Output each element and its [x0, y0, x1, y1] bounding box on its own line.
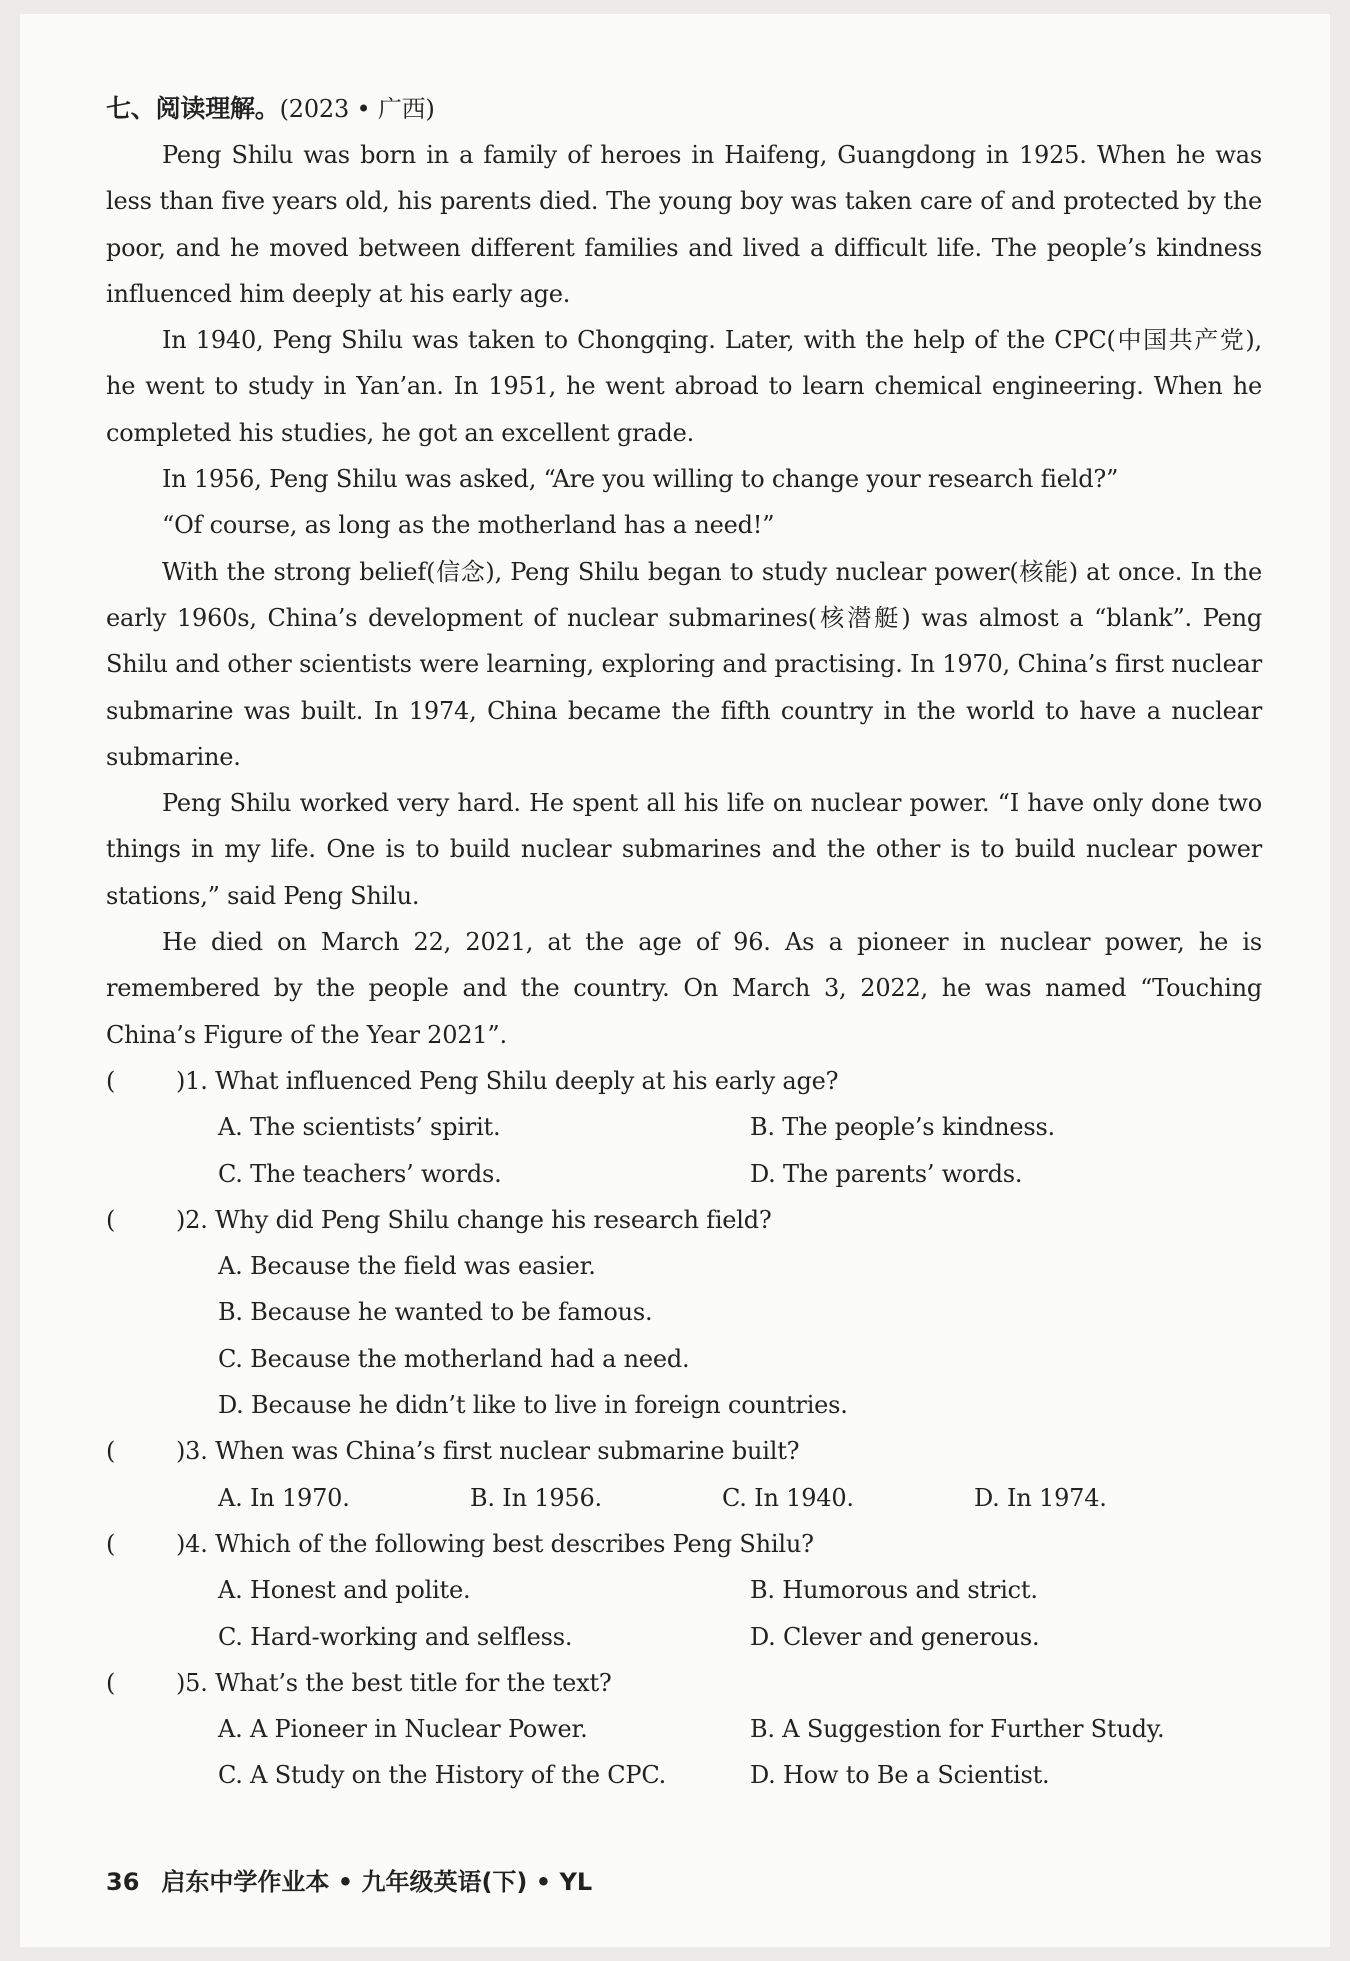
page-footer [106, 1862, 592, 1897]
question-4-text: )4. Which of the following best describes Peng Shilu? [176, 1529, 814, 1558]
q1-option-a: A. The scientists’ spirit. [218, 1113, 501, 1142]
question-3-options-row [106, 1475, 1262, 1521]
q4-option-d: D. Clever and generous. [750, 1622, 1040, 1651]
q3-option-c: C. In 1940. [722, 1483, 854, 1512]
q3-option-b: B. In 1956. [470, 1483, 602, 1512]
q1-option-c: C. The teachers’ words. [218, 1159, 502, 1188]
section-title: 七、阅读理解。 [106, 94, 280, 123]
q4-option-c: C. Hard-working and selfless. [218, 1622, 573, 1651]
passage-paragraph-4: “Of course, as long as the motherland has a need!” [162, 511, 775, 540]
question-1 [106, 1058, 1262, 1104]
question-4 [106, 1521, 1262, 1567]
answer-blank-2[interactable]: ( [106, 1205, 116, 1234]
q3-option-d: D. In 1974. [974, 1483, 1107, 1512]
question-2 [106, 1197, 1262, 1243]
passage-paragraph-2: In 1940, Peng Shilu was taken to Chongqing. Later, with the help of the CPC(中国共产党), he went to study in Yan’an. In 1951, he went abroad to learn chemical engineering. When he completed his studies, he got an excellent grade. [106, 326, 1262, 447]
q5-option-c: C. A Study on the History of the CPC. [218, 1761, 667, 1790]
passage-paragraph-6: Peng Shilu worked very hard. He spent all his life on nuclear power. “I have only done two things in my life. One is to build nuclear submarines and the other is to build nuclear power stations,” said Peng Shilu. [106, 789, 1262, 910]
page-number: 36 [106, 1868, 140, 1896]
answer-blank-1[interactable]: ( [106, 1066, 116, 1095]
q2-option-d: D. Because he didn’t like to live in foreign countries. [218, 1391, 848, 1420]
question-3 [106, 1428, 1262, 1474]
question-5-options-row-2 [106, 1752, 1262, 1798]
question-1-options-row-1 [106, 1104, 1262, 1150]
q2-option-a: A. Because the field was easier. [218, 1252, 596, 1281]
q5-option-d: D. How to Be a Scientist. [750, 1761, 1050, 1790]
answer-blank-5[interactable]: ( [106, 1668, 116, 1697]
q3-option-a: A. In 1970. [218, 1483, 350, 1512]
q5-option-a: A. A Pioneer in Nuclear Power. [218, 1715, 588, 1744]
book-title: 启东中学作业本 • 九年级英语(下) • YL [161, 1868, 593, 1896]
question-2-text: )2. Why did Peng Shilu change his research field? [176, 1205, 772, 1234]
q4-option-b: B. Humorous and strict. [750, 1576, 1038, 1605]
question-5 [106, 1660, 1262, 1706]
section-heading [106, 86, 1262, 132]
passage-paragraph-3: In 1956, Peng Shilu was asked, “Are you willing to change your research field?” [162, 465, 1119, 494]
section-source: (2023 • 广西) [279, 95, 435, 123]
q1-option-b: B. The people’s kindness. [750, 1113, 1055, 1142]
question-5-options-row-1 [106, 1706, 1262, 1752]
exercise-content [106, 92, 1262, 1799]
answer-blank-3[interactable]: ( [106, 1437, 116, 1466]
question-1-options-row-2 [106, 1151, 1262, 1197]
question-3-text: )3. When was China’s first nuclear submarine built? [176, 1437, 800, 1466]
question-1-text: )1. What influenced Peng Shilu deeply at his early age? [176, 1066, 839, 1095]
question-4-options-row-1 [106, 1567, 1262, 1613]
q2-option-c: C. Because the motherland had a need. [218, 1344, 690, 1373]
answer-blank-4[interactable]: ( [106, 1529, 116, 1558]
passage-paragraph-7: He died on March 22, 2021, at the age of 96. As a pioneer in nuclear power, he is remembered by the people and the country. On March 3, 2022, he was named “Touching China’s Figure of the Year 2021”. [106, 928, 1262, 1049]
q5-option-b: B. A Suggestion for Further Study. [750, 1715, 1165, 1744]
question-4-options-row-2 [106, 1614, 1262, 1660]
question-5-text: )5. What’s the best title for the text? [176, 1668, 612, 1697]
q4-option-a: A. Honest and polite. [218, 1576, 471, 1605]
q2-option-b: B. Because he wanted to be famous. [218, 1298, 653, 1327]
q1-option-d: D. The parents’ words. [750, 1159, 1023, 1188]
passage-paragraph-5: With the strong belief(信念), Peng Shilu began to study nuclear power(核能) at once. In the early 1960s, China’s development of nuclear submarines(核潜艇) was almost a “blank”. Peng Shilu and other scientists were learning, exploring and practising. In 1970, China’s first nuclear submarine was built. In 1974, China became the fifth country in the world to have a nuclear submarine. [106, 557, 1262, 771]
passage-paragraph-1: Peng Shilu was born in a family of heroes in Haifeng, Guangdong in 1925. When he was less than five years old, his parents died. The young boy was taken care of and protected by the poor, and he moved between different families and lived a difficult life. The people’s kindness influenced him deeply at his early age. [106, 141, 1262, 308]
